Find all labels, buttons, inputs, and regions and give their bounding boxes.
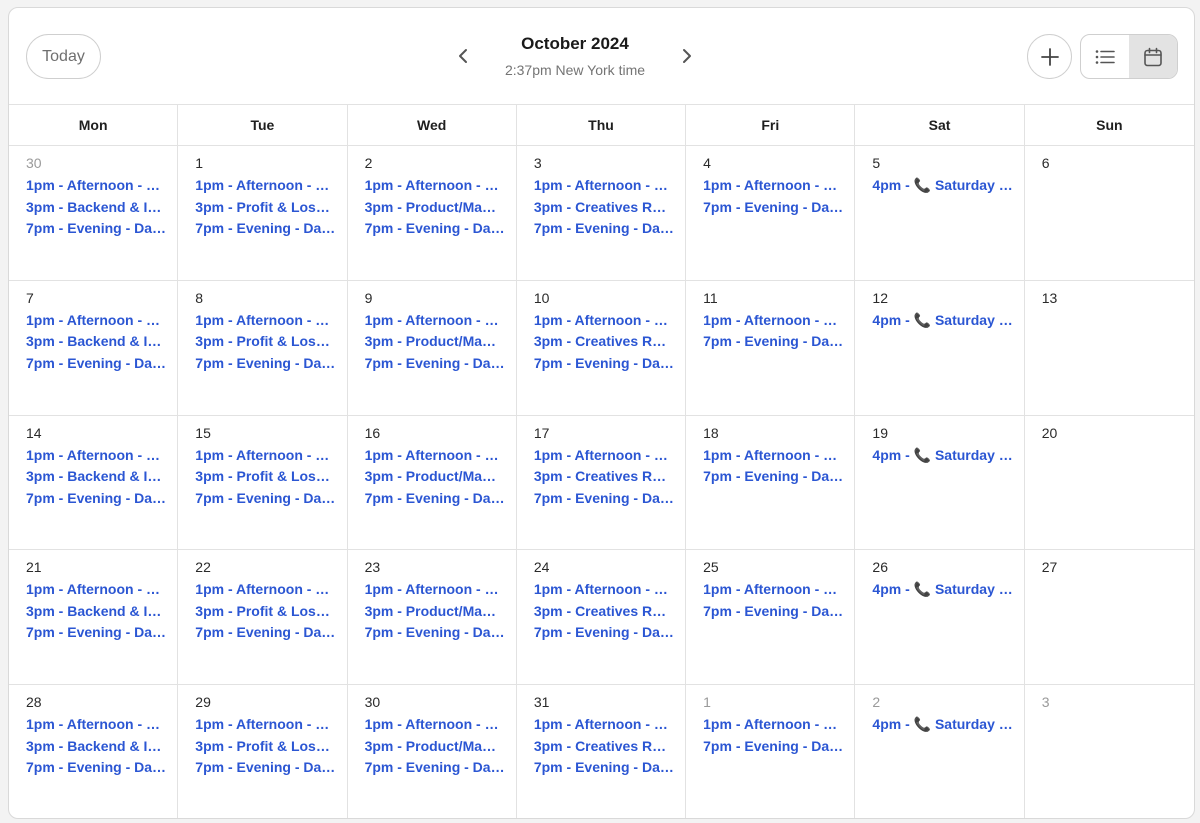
day-cell[interactable]: [686, 146, 855, 281]
day-cell[interactable]: [348, 146, 517, 281]
event-item[interactable]: 7pm - Evening - Da…: [26, 354, 167, 371]
event-item[interactable]: 3pm - Profit & Los…: [195, 737, 330, 754]
day-number: 31: [533, 694, 550, 711]
day-cell[interactable]: [517, 416, 686, 551]
day-cell[interactable]: [178, 416, 347, 551]
list-view-button[interactable]: [1081, 35, 1129, 78]
event-item[interactable]: 7pm - Evening - Da…: [703, 737, 844, 754]
day-number: 4: [703, 155, 711, 171]
weekday-header: Fri: [686, 105, 855, 146]
event-item[interactable]: 1pm - Afternoon - …: [703, 446, 838, 463]
day-cell[interactable]: [348, 685, 517, 819]
event-item[interactable]: 7pm - Evening - Da…: [533, 354, 674, 371]
day-cell[interactable]: [1025, 685, 1194, 819]
page-title: October 2024: [521, 34, 629, 53]
day-cell[interactable]: [1025, 146, 1194, 281]
day-number: 12: [872, 289, 888, 306]
day-cell[interactable]: [686, 281, 855, 416]
event-item[interactable]: 3pm - Product/Ma…: [364, 198, 497, 215]
event-item[interactable]: 4pm - 📞 Saturday …: [872, 716, 1013, 733]
month-grid: [9, 105, 1194, 819]
day-number: 7: [26, 289, 34, 306]
weekday-header: Thu: [517, 105, 686, 146]
event-item[interactable]: 1pm - Afternoon - …: [195, 716, 330, 733]
event-item[interactable]: 1pm - Afternoon - …: [703, 311, 838, 328]
event-item[interactable]: 1pm - Afternoon - …: [195, 177, 330, 193]
day-number: 1: [703, 694, 711, 711]
day-cell[interactable]: [348, 281, 517, 416]
event-item[interactable]: 3pm - Product/Ma…: [364, 468, 497, 485]
day-number: 19: [872, 424, 888, 441]
event-item[interactable]: 1pm - Afternoon - …: [533, 311, 668, 328]
day-cell[interactable]: [517, 146, 686, 281]
day-cell[interactable]: [9, 416, 178, 551]
event-item[interactable]: 7pm - Evening - Da…: [703, 468, 844, 485]
event-item[interactable]: 7pm - Evening - Da…: [195, 220, 336, 236]
event-item[interactable]: 7pm - Evening - Da…: [195, 354, 336, 371]
day-cell[interactable]: [9, 281, 178, 416]
plus-icon: [1041, 48, 1059, 66]
day-number: 10: [533, 289, 550, 306]
event-item[interactable]: 7pm - Evening - Da…: [364, 220, 505, 236]
event-item[interactable]: 4pm - 📞 Saturday …: [872, 311, 1013, 328]
list-icon: [1095, 49, 1115, 65]
day-number: 2: [364, 155, 373, 171]
event-item[interactable]: 3pm - Creatives R…: [533, 737, 667, 754]
event-item[interactable]: 7pm - Evening - Da…: [26, 759, 167, 776]
event-item[interactable]: 1pm - Afternoon - …: [364, 177, 499, 193]
event-item[interactable]: 7pm - Evening - Da…: [364, 624, 505, 641]
event-item[interactable]: 1pm - Afternoon - …: [703, 177, 838, 193]
event-item[interactable]: 3pm - Creatives R…: [533, 333, 667, 350]
event-item[interactable]: 1pm - Afternoon - …: [195, 311, 330, 328]
event-item[interactable]: 7pm - Evening - Da…: [533, 220, 674, 236]
event-item[interactable]: 3pm - Product/Ma…: [364, 333, 497, 350]
event-item[interactable]: 1pm - Afternoon - …: [533, 581, 668, 598]
day-cell[interactable]: [348, 550, 517, 685]
day-number: 1: [195, 155, 204, 171]
weekday-header: Tue: [178, 105, 347, 146]
event-item[interactable]: 1pm - Afternoon - …: [533, 716, 668, 733]
event-item[interactable]: 3pm - Creatives R…: [533, 198, 667, 215]
event-item[interactable]: 4pm - 📞 Saturday …: [872, 446, 1013, 463]
day-number: 20: [1041, 424, 1058, 441]
event-item[interactable]: 7pm - Evening - Da…: [364, 759, 505, 776]
day-cell[interactable]: [517, 685, 686, 819]
event-item[interactable]: 3pm - Backend & I…: [26, 468, 162, 485]
day-number: 30: [26, 155, 42, 171]
event-item[interactable]: 1pm - Afternoon - …: [703, 581, 838, 598]
event-item[interactable]: 7pm - Evening - Da…: [703, 333, 844, 350]
event-item[interactable]: 1pm - Afternoon - …: [26, 446, 161, 463]
day-number: 26: [872, 559, 888, 576]
event-item[interactable]: 4pm - 📞 Saturday …: [872, 177, 1013, 193]
event-item[interactable]: 3pm - Product/Ma…: [364, 602, 497, 619]
day-cell[interactable]: [686, 685, 855, 819]
day-number: 13: [1041, 289, 1058, 306]
event-item[interactable]: 7pm - Evening - Da…: [364, 354, 505, 371]
day-number: 23: [364, 559, 381, 576]
day-cell[interactable]: [686, 416, 855, 551]
day-number: 8: [195, 289, 204, 306]
day-cell[interactable]: [517, 550, 686, 685]
weekday-header: Mon: [9, 105, 178, 146]
day-number: 3: [533, 155, 542, 171]
event-item[interactable]: 1pm - Afternoon - …: [26, 581, 161, 598]
timezone-subtitle: 2:37pm New York time: [504, 62, 646, 78]
day-cell[interactable]: [348, 416, 517, 551]
calendar-toolbar: [9, 8, 1194, 105]
day-number: 27: [1041, 559, 1058, 576]
day-number: 6: [1041, 155, 1050, 171]
event-item[interactable]: 1pm - Afternoon - …: [195, 581, 330, 598]
weekday-header: Sat: [855, 105, 1024, 146]
event-item[interactable]: 1pm - Afternoon - …: [195, 446, 330, 463]
event-item[interactable]: 7pm - Evening - Da…: [26, 489, 167, 506]
day-cell[interactable]: [686, 550, 855, 685]
day-cell[interactable]: [178, 550, 347, 685]
weekday-header: Sun: [1025, 105, 1194, 146]
day-number: 16: [364, 424, 381, 441]
event-item[interactable]: 7pm - Evening - Da…: [195, 624, 336, 641]
day-number: 21: [26, 559, 42, 576]
day-number: 14: [26, 424, 42, 441]
event-item[interactable]: 3pm - Backend & I…: [26, 737, 162, 754]
view-toggle: [1080, 34, 1178, 79]
day-cell[interactable]: [855, 281, 1024, 416]
day-number: 2: [872, 694, 881, 711]
event-item[interactable]: 7pm - Evening - Da…: [703, 198, 844, 215]
weekday-header: Wed: [348, 105, 517, 146]
event-item[interactable]: 3pm - Backend & I…: [26, 333, 162, 350]
event-item[interactable]: 1pm - Afternoon - …: [533, 177, 668, 193]
calendar-view-button[interactable]: [1129, 35, 1177, 78]
today-button[interactable]: Today: [26, 34, 101, 79]
event-item[interactable]: 3pm - Backend & I…: [26, 198, 162, 215]
event-item[interactable]: 3pm - Creatives R…: [533, 602, 667, 619]
day-number: 11: [703, 289, 718, 306]
day-cell[interactable]: [855, 146, 1024, 281]
day-cell[interactable]: [178, 685, 347, 819]
event-item[interactable]: 1pm - Afternoon - …: [364, 311, 499, 328]
day-number: 22: [195, 559, 211, 576]
day-cell[interactable]: [517, 281, 686, 416]
calendar-icon: [1143, 47, 1163, 67]
event-item[interactable]: 3pm - Profit & Los…: [195, 602, 330, 619]
event-item[interactable]: 3pm - Profit & Los…: [195, 333, 330, 350]
day-cell[interactable]: [855, 685, 1024, 819]
day-number: 15: [195, 424, 211, 441]
event-item[interactable]: 7pm - Evening - Da…: [26, 624, 167, 641]
day-cell[interactable]: [178, 281, 347, 416]
event-item[interactable]: 1pm - Afternoon - …: [26, 716, 161, 733]
day-cell[interactable]: [1025, 281, 1194, 416]
day-cell[interactable]: [9, 685, 178, 819]
event-item[interactable]: 7pm - Evening - Da…: [533, 489, 674, 506]
event-item[interactable]: 7pm - Evening - Da…: [195, 759, 336, 776]
event-item[interactable]: 7pm - Evening - Da…: [195, 489, 336, 506]
event-item[interactable]: 7pm - Evening - Da…: [26, 220, 167, 236]
event-item[interactable]: 1pm - Afternoon - …: [703, 716, 838, 733]
day-number: 9: [364, 289, 373, 306]
day-number: 3: [1041, 694, 1050, 711]
event-item[interactable]: 1pm - Afternoon - …: [26, 311, 161, 328]
day-cell[interactable]: [855, 550, 1024, 685]
event-item[interactable]: 7pm - Evening - Da…: [533, 624, 674, 641]
event-item[interactable]: 7pm - Evening - Da…: [364, 489, 505, 506]
event-item[interactable]: 3pm - Profit & Los…: [195, 198, 330, 215]
day-number: 28: [26, 694, 42, 711]
day-cell[interactable]: [178, 146, 347, 281]
event-item[interactable]: 1pm - Afternoon - …: [26, 177, 161, 193]
day-cell[interactable]: [855, 416, 1024, 551]
event-item[interactable]: 1pm - Afternoon - …: [533, 446, 668, 463]
event-item[interactable]: 7pm - Evening - Da…: [533, 759, 674, 776]
day-cell[interactable]: [9, 146, 178, 281]
event-item[interactable]: 3pm - Backend & I…: [26, 602, 162, 619]
day-number: 29: [195, 694, 211, 711]
day-number: 5: [872, 155, 881, 171]
day-number: 18: [703, 424, 719, 441]
event-item[interactable]: 4pm - 📞 Saturday …: [872, 581, 1013, 598]
day-cell[interactable]: [1025, 550, 1194, 685]
day-cell[interactable]: [1025, 416, 1194, 551]
calendar-frame: [8, 7, 1195, 819]
event-item[interactable]: 1pm - Afternoon - …: [364, 716, 499, 733]
day-number: 17: [533, 424, 550, 441]
event-item[interactable]: 3pm - Product/Ma…: [364, 737, 497, 754]
event-item[interactable]: 1pm - Afternoon - …: [364, 446, 499, 463]
month-header: [475, 34, 675, 78]
day-number: 30: [364, 694, 381, 711]
day-number: 24: [533, 559, 550, 576]
day-number: 25: [703, 559, 719, 576]
event-item[interactable]: 3pm - Creatives R…: [533, 468, 667, 485]
event-item[interactable]: 7pm - Evening - Da…: [703, 602, 844, 619]
chevron-right-icon[interactable]: [675, 44, 699, 68]
event-item[interactable]: 1pm - Afternoon - …: [364, 581, 499, 598]
add-event-button[interactable]: [1027, 34, 1072, 79]
event-item[interactable]: 3pm - Profit & Los…: [195, 468, 330, 485]
day-cell[interactable]: [9, 550, 178, 685]
chevron-left-icon[interactable]: [451, 44, 475, 68]
